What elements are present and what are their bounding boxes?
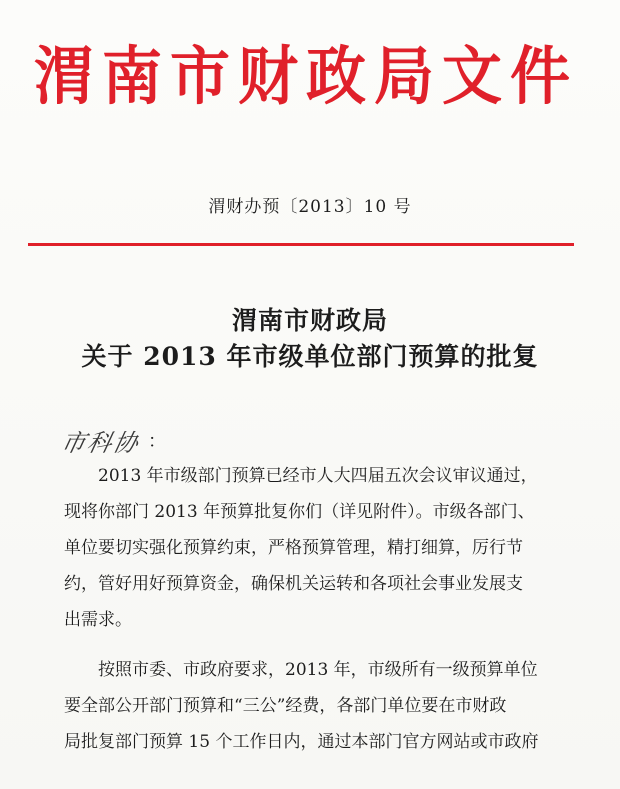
paragraph-line: 要全部公开部门预算和“三公”经费，各部门单位要在市财政	[64, 696, 507, 716]
paragraph-line: 2013 年市级部门预算已经市人大四届五次会议审议通过，	[98, 466, 538, 486]
salutation-colon: ：	[148, 431, 166, 452]
paragraph-line: 按照市委、市政府要求，2013 年，市级所有一级预算单位	[98, 660, 538, 680]
paragraph-line: 局批复部门预算 15 个工作日内，通过本部门官方网站或市政府	[64, 732, 539, 752]
paragraph-line: 单位要切实强化预算约束，严格预算管理，精打细算，厉行节	[64, 538, 523, 558]
document-title-line-2: 关于 2013 年市级单位部门预算的批复	[81, 342, 539, 371]
paragraph-line: 现将你部门 2013 年预算批复你们（详见附件）。市级各部门、	[64, 502, 535, 522]
document-number: 渭财办预〔2013〕10 号	[208, 197, 412, 217]
letterhead-title: 渭南市财政局文件	[34, 40, 578, 114]
body-paragraph-1	[64, 458, 564, 638]
document-title-line-1: 渭南市财政局	[231, 306, 388, 335]
paragraph-line: 约，管好用好预算资金，确保机关运转和各项社会事业发展支	[64, 574, 523, 594]
paragraph-line: 出需求。	[64, 610, 132, 630]
handwritten-recipient: 市科协	[58, 428, 143, 457]
salutation	[58, 420, 166, 460]
body-paragraph-2	[64, 652, 564, 760]
red-divider-line	[28, 243, 574, 246]
